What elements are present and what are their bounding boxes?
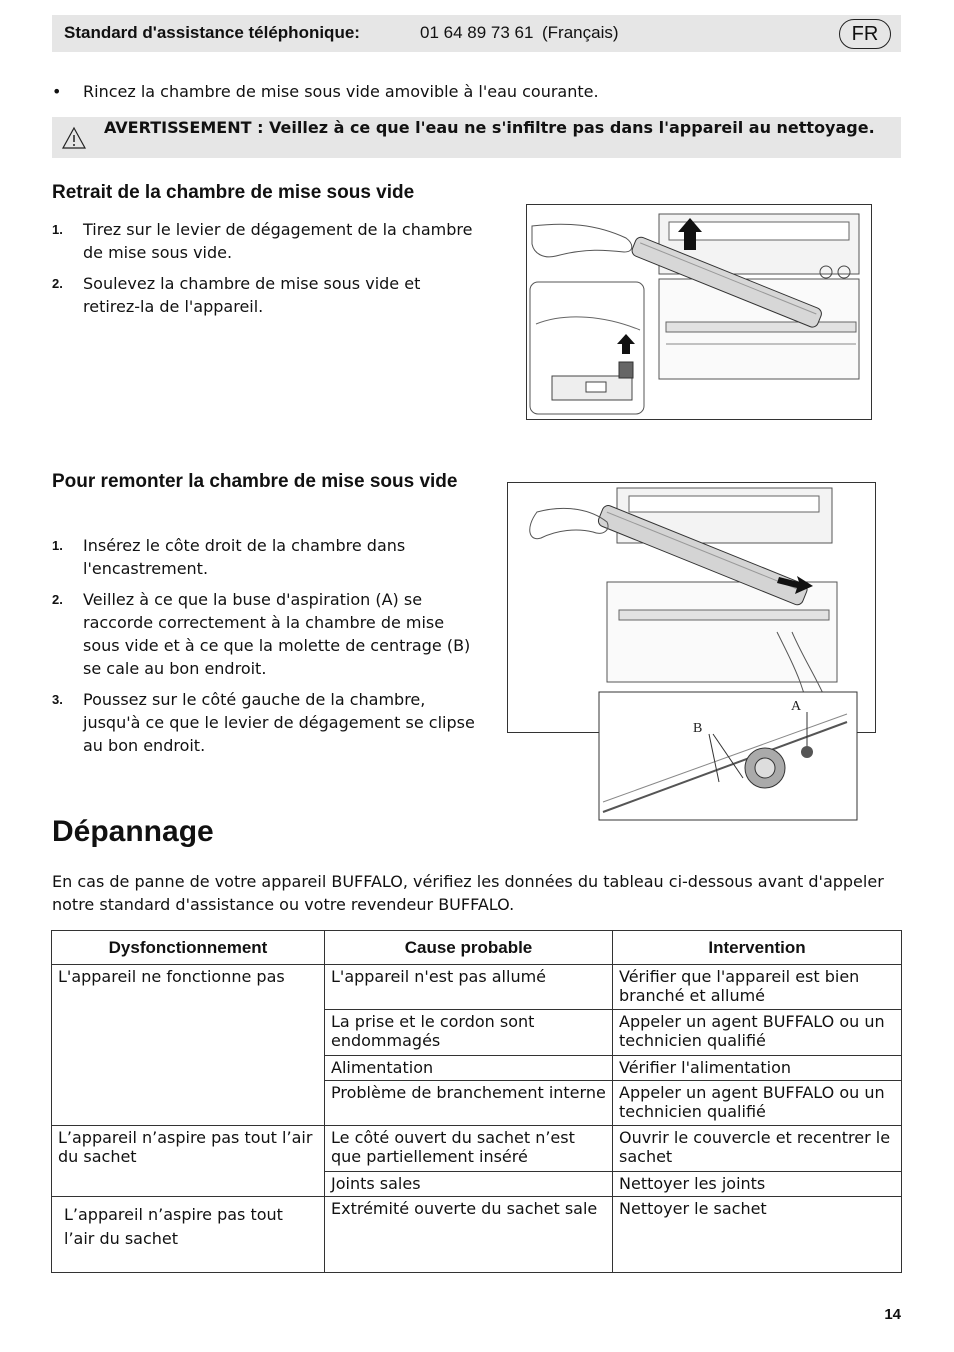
troubleshooting-table	[51, 930, 902, 1273]
reassembly-steps	[52, 534, 477, 765]
cause-cell: Alimentation	[325, 1056, 613, 1081]
step-text: Soulevez la chambre de mise sous vide et retirez-la de l'appareil.	[83, 274, 421, 316]
label-b: B	[693, 721, 703, 736]
reassembly-step	[52, 534, 477, 580]
step-text: Insérez le côte droit de la chambre dans l'encastrement.	[83, 536, 406, 578]
step-text: Veillez à ce que la buse d'aspiration (A) se raccorde correctement à la chambre de mise sous vide et à ce que la molette de centrage (B) se cale au bon endroit.	[83, 590, 471, 678]
removal-step	[52, 272, 477, 318]
label-a: A	[791, 699, 802, 714]
column-header: Dysfonctionnement	[52, 931, 325, 965]
reassembly-step	[52, 688, 477, 757]
problem-cell: L'appareil ne fonctionne pas	[52, 965, 325, 1126]
column-header: Intervention	[613, 931, 902, 965]
table-header-row	[52, 931, 902, 965]
cause-cell: Le côté ouvert du sachet n’est que partiellement inséré	[325, 1126, 613, 1172]
step-number: 1.	[52, 538, 63, 553]
rinse-text: Rincez la chambre de mise sous vide amovible à l'eau courante.	[83, 82, 599, 101]
warning-text: AVERTISSEMENT : Veillez à ce que l'eau ne s'infiltre pas dans l'appareil au nettoyage.	[104, 118, 875, 137]
cause-cell: L'appareil n'est pas allumé	[325, 965, 613, 1010]
step-number: 3.	[52, 692, 63, 707]
page-number: 14	[884, 1306, 901, 1323]
reassembly-step	[52, 588, 477, 680]
cause-cell: La prise et le cordon sont endommagés	[325, 1010, 613, 1056]
step-text: Poussez sur le côté gauche de la chambre, jusqu'à ce que le levier de dégagement se clipse au bon endroit.	[83, 690, 475, 755]
step-text: Tirez sur le levier de dégagement de la chambre de mise sous vide.	[83, 220, 473, 262]
warning-box	[52, 117, 901, 158]
reassembly-title: Pour remonter la chambre de mise sous vide	[52, 471, 458, 492]
troubleshooting-title: Dépannage	[52, 815, 214, 848]
cause-cell: Problème de branchement interne	[325, 1081, 613, 1126]
table-row	[52, 1126, 902, 1172]
bullet-icon: •	[52, 82, 62, 101]
problem-cell: L’appareil n’aspire pas tout l’air du sachet	[52, 1126, 325, 1197]
action-cell: Vérifier que l'appareil est bien branché et allumé	[613, 965, 902, 1010]
step-number: 2.	[52, 276, 63, 291]
action-cell: Appeler un agent BUFFALO ou un technicien qualifié	[613, 1010, 902, 1056]
problem-cell: L’appareil n’aspire pas tout l’air du sachet	[52, 1197, 325, 1273]
table-row	[52, 1197, 902, 1273]
removal-step	[52, 218, 477, 264]
removal-title: Retrait de la chambre de mise sous vide	[52, 182, 415, 203]
action-cell: Ouvrir le couvercle et recentrer le sachet	[613, 1126, 902, 1172]
cause-cell: Joints sales	[325, 1172, 613, 1197]
support-header-bar	[52, 15, 901, 52]
support-label: Standard d'assistance téléphonique:	[64, 23, 360, 42]
troubleshooting-intro: En cas de panne de votre appareil BUFFALO, vérifiez les données du tableau ci-dessous avant d'appeler notre standard d'assistance ou votre revendeur BUFFALO.	[52, 872, 884, 914]
action-cell: Nettoyer le sachet	[613, 1197, 902, 1273]
action-cell: Vérifier l'alimentation	[613, 1056, 902, 1081]
step-number: 2.	[52, 592, 63, 607]
reassembly-illustration	[507, 482, 879, 824]
language-note: (Français)	[542, 23, 619, 42]
action-cell: Appeler un agent BUFFALO ou un technicien qualifié	[613, 1081, 902, 1126]
warning-triangle-icon	[61, 126, 87, 154]
language-badge: FR	[839, 19, 891, 49]
removal-steps	[52, 218, 477, 326]
step-number: 1.	[52, 222, 63, 237]
support-phone: 01 64 89 73 61	[420, 23, 534, 42]
table-row	[52, 965, 902, 1010]
removal-illustration	[526, 204, 872, 420]
column-header: Cause probable	[325, 931, 613, 965]
cause-cell: Extrémité ouverte du sachet sale	[325, 1197, 613, 1273]
action-cell: Nettoyer les joints	[613, 1172, 902, 1197]
